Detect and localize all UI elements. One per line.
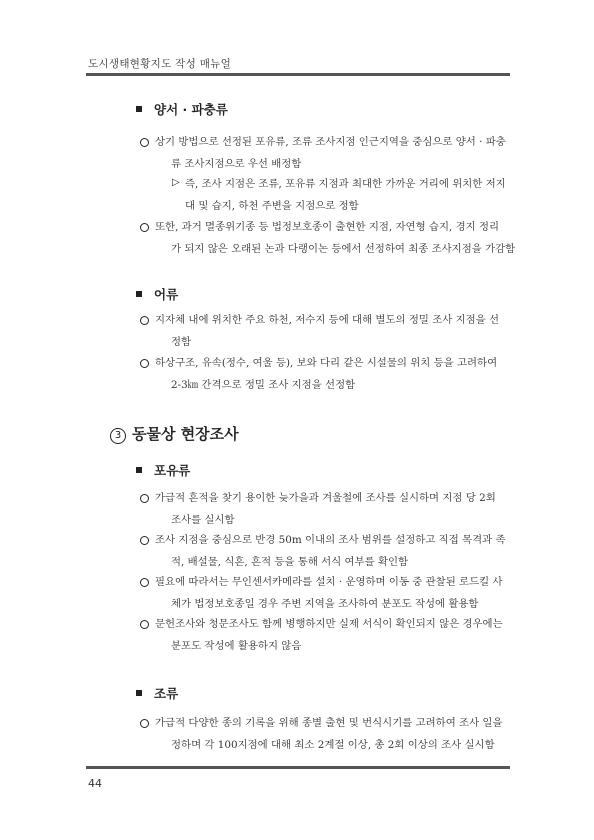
list-item-line: 지자체 내에 위치한 주요 하천, 저수지 등에 대해 별도의 정밀 조사 지점을 선 [155, 314, 500, 326]
section-heading-mammals [136, 461, 190, 479]
list-item-line: 2-3㎞ 간격으로 정밀 조사 지점을 선정함 [171, 379, 356, 391]
circle-bullet-icon [140, 359, 149, 368]
circle-bullet-icon [140, 620, 149, 629]
section-heading-fish [136, 285, 178, 303]
list-item-line: 류 조사지점으로 우선 배정함 [171, 158, 302, 170]
list-item-line: 필요에 따라서는 무인센서카메라를 설치 · 운영하며 이동 중 관찰된 로드킬 사 [155, 576, 503, 588]
triangle-bullet-icon: ▷ [172, 177, 180, 188]
sub-item-line: 대 및 습지, 하천 주변을 지점으로 정함 [185, 200, 359, 212]
list-item-line: 상기 방법으로 선정된 포유류, 조류 조사지점 인근지역을 중심으로 양서 · 파충 [155, 136, 506, 148]
section-heading-birds [136, 684, 178, 702]
circle-bullet-icon [140, 316, 149, 325]
sub-item-line: 즉, 조사 지점은 조류, 포유류 지점과 최대한 가까운 거리에 위치한 저지 [185, 178, 506, 190]
list-item-line: 가급적 다양한 종의 기록을 위해 종별 출현 및 번식시기를 고려하여 조사 일을 [155, 717, 503, 729]
list-item-line: 하상구조, 유속(정수, 여울 등), 보와 다리 같은 시설물의 위치 등을 고려하여 [155, 357, 498, 369]
circled-number: 3 [110, 428, 126, 444]
list-item-line: 조사를 실시함 [171, 514, 235, 526]
circle-bullet-icon [140, 536, 149, 545]
section-title: 조류 [154, 686, 179, 701]
section-title: 양서 · 파충류 [154, 102, 228, 117]
section-title: 어류 [154, 287, 179, 302]
square-bullet-icon [136, 291, 142, 297]
list-item-line: 가급적 흔적을 찾기 용이한 늦가을과 겨울철에 조사를 실시하며 지점 당 2회 [155, 492, 496, 504]
square-bullet-icon [136, 690, 142, 696]
list-item-line: 정하며 각 100지점에 대해 최소 2계절 이상, 총 2회 이상의 조사 실시함 [171, 739, 495, 751]
section-heading-animal-survey [110, 423, 239, 444]
header-title: 도시생태현황지도 작성 매뉴얼 [88, 58, 232, 70]
list-item-line: 적, 배설물, 식흔, 흔적 등을 통해 서식 여부를 확인함 [171, 556, 409, 568]
page-number: 44 [88, 777, 102, 790]
circle-bullet-icon [140, 223, 149, 232]
circle-bullet-icon [140, 719, 149, 728]
footer-rule [86, 766, 510, 769]
circle-bullet-icon [140, 138, 149, 147]
section-heading-reptiles [136, 100, 228, 118]
square-bullet-icon [136, 467, 142, 473]
circle-bullet-icon [140, 494, 149, 503]
list-item-line: 가 되지 않은 오래된 논과 다랭이논 등에서 선정하여 최종 조사지점을 가감함 [171, 243, 516, 255]
list-item-line: 문헌조사와 청문조사도 함께 병행하지만 실제 서식이 확인되지 않은 경우에는 [155, 618, 503, 630]
section-title: 포유류 [154, 463, 191, 478]
list-item-line: 또한, 과거 멸종위기종 등 법정보호종이 출현한 지점, 자연형 습지, 경지 정리 [155, 221, 500, 233]
list-item-line: 체가 법정보호종일 경우 주변 지역을 조사하여 분포도 작성에 활용함 [171, 598, 479, 610]
circle-bullet-icon [140, 578, 149, 587]
header-rule [86, 73, 510, 76]
square-bullet-icon [136, 106, 142, 112]
section-title: 동물상 현장조사 [132, 425, 239, 443]
list-item-line: 분포도 작성에 활용하지 않음 [171, 640, 302, 652]
list-item-line: 정함 [171, 336, 192, 348]
list-item-line: 조사 지점을 중심으로 반경 50m 이내의 조사 범위를 설정하고 직접 목격과 족 [155, 534, 506, 546]
